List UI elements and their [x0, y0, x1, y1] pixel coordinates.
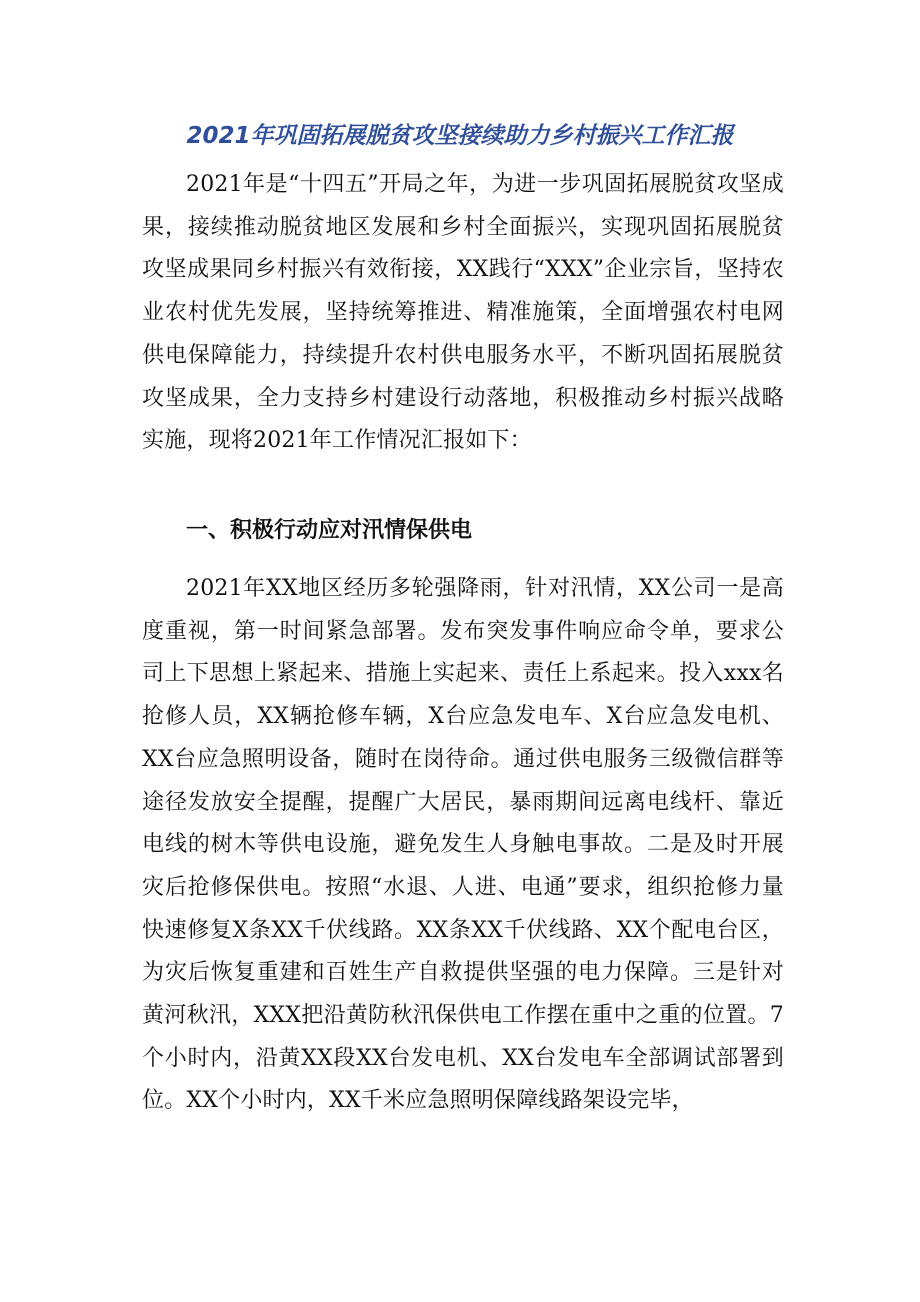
- section-heading-1: 一、积极行动应对汛情保供电: [186, 518, 473, 543]
- intro-paragraph: 2021年是“十四五”开局之年，为进一步巩固拓展脱贫攻坚成果，接续推动脱贫地区发展和乡村全面振兴，实现巩固拓展脱贫攻坚成果同乡村振兴有效衔接，XX践行“XXX”企业宗旨，坚持农业农村优先发展，坚持统筹推进、精准施策，全面增强农村电网供电保障能力，持续提升农村供电服务水平，不断巩固拓展脱贫攻坚成果，全力支持乡村建设行动落地，积极推动乡村振兴战略实施，现将2021年工作情况汇报如下：: [142, 172, 784, 454]
- document-title: 2021年巩固拓展脱贫攻坚接续助力乡村振兴工作汇报: [186, 123, 734, 149]
- section-1-paragraph: 2021年XX地区经历多轮强降雨，针对汛情，XX公司一是高度重视，第一时间紧急部署。发布突发事件响应命令单，要求公司上下思想上紧起来、措施上实起来、责任上系起来。投入xxx名抢修人员，XX辆抢修车辆，X台应急发电车、X台应急发电机、XX台应急照明设备，随时在岗待命。通过供电服务三级微信群等途径发放安全提醒，提醒广大居民，暴雨期间远离电线杆、靠近电线的树木等供电设施，避免发生人身触电事故。二是及时开展灾后抢修保供电。按照“水退、人进、电通”要求，组织抢修力量快速修复X条XX千伏线路。XX条XX千伏线路、XX个配电台区，为灾后恢复重建和百姓生产自救提供坚强的电力保障。三是针对黄河秋汛，XXX把沿黄防秋汛保供电工作摆在重中之重的位置。7个小时内，沿黄XX段XX台发电机、XX台发电车全部调试部署到位。XX个小时内，XX千米应急照明保障线路架设完毕，: [142, 576, 784, 1114]
